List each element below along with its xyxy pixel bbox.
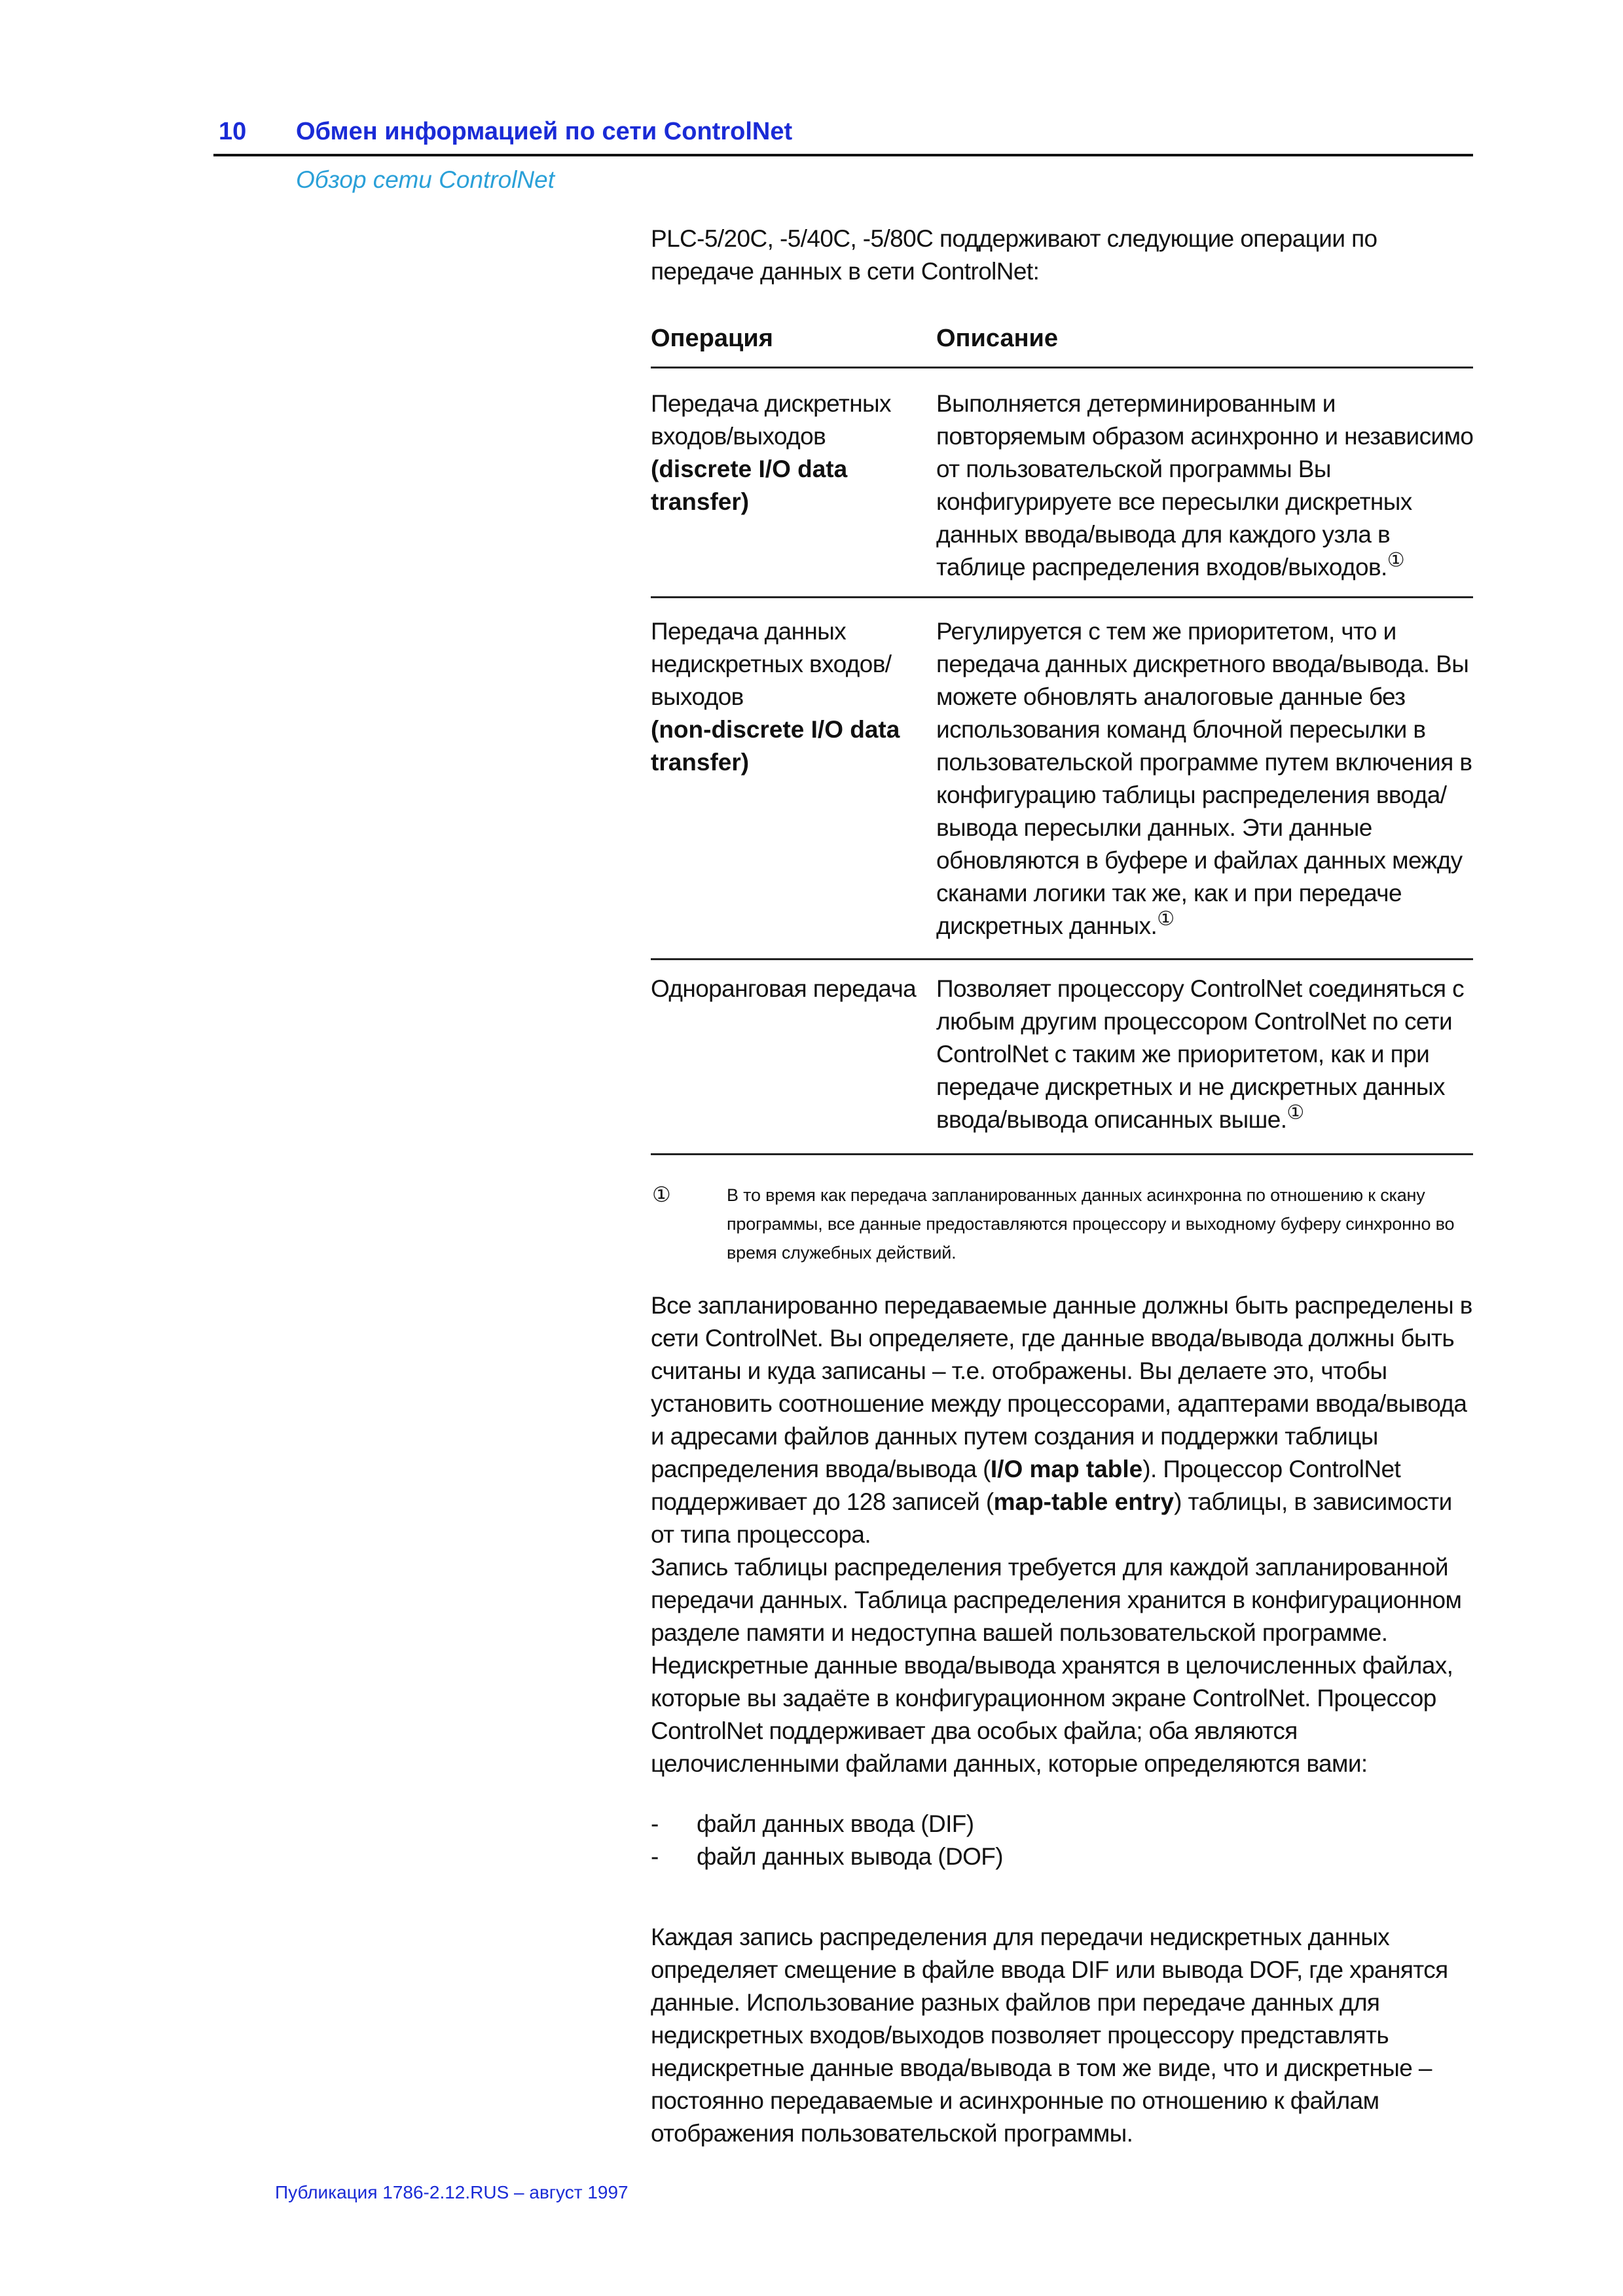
paragraph-mapping xyxy=(651,1289,1476,1551)
footnote-marker: ① xyxy=(1387,549,1404,571)
bullet-dash: - xyxy=(651,1810,659,1837)
footnote-marker: ① xyxy=(1286,1102,1304,1124)
paragraph-mapping-part3: ) таблицы, в зависимости от типа процессора. xyxy=(651,1488,1452,1548)
bullet-dash: - xyxy=(651,1843,659,1870)
row-3-description-text: Позволяет процессору ControlNet соединяться с любым другим процессором ControlNet по сети ControlNet с таким же приоритетом, как и при передаче дискретных и не дискретных данных ввода/вывода описанных выше. xyxy=(936,975,1465,1133)
table-header-description: Описание xyxy=(936,325,1059,352)
table-bottom-rule xyxy=(651,1153,1473,1155)
bullet-text: файл данных ввода (DIF) xyxy=(697,1810,974,1837)
footnote-text: В то время как передача запланированных данных асинхронна по отношению к скану программы, все данные предоставляются процессору и выходному буферу синхронно во время служебных действий. xyxy=(727,1185,1455,1263)
row-1-description xyxy=(936,387,1480,584)
table-row xyxy=(651,973,939,1005)
paragraph-nondiscrete-files: Недискретные данные ввода/вывода хранятся в целочисленных файлах, которые вы задаёте в конфигурационном экране ControlNet. Процессор ControlNet поддерживает два особых файла; оба являются целочисленными файлами данных, которые определяются вами: xyxy=(651,1652,1453,1777)
page-number: 10 xyxy=(219,118,247,145)
header-rule xyxy=(213,154,1473,156)
row-2-description xyxy=(936,615,1480,942)
row-2-description-text: Регулируется с тем же приоритетом, что и передача данных дискретного ввода/вывода. Вы можете обновлять аналоговые данные без использования команд блочной пересылки в пользовательской программе путем включения в конфигурацию таблицы распределения ввода/вывода пересылки данных. Эти данные обновляются в буфере и файлах данных между сканами логики так же, как и при передаче дискретных данных. xyxy=(936,618,1472,939)
table-row xyxy=(651,387,926,518)
paragraph-offsets: Каждая запись распределения для передачи недискретных данных определяет смещение в файле ввода DIF или вывода DOF, где хранятся данные. Использование разных файлов при передаче данных для недискретных входов/выходов позволяет процессору представлять недискретные данные ввода/вывода в том же виде, что и дискретные – постоянно передаваемые и асинхронные по отношению к файлам отображения пользовательской программы. xyxy=(651,1924,1448,2147)
row-divider xyxy=(651,596,1473,598)
intro-paragraph: PLC-5/20C, -5/40C, -5/80C поддерживают следующие операции по передаче данных в сети ControlNet: xyxy=(651,225,1377,285)
row-3-description xyxy=(936,973,1480,1136)
bullet-text: файл данных вывода (DOF) xyxy=(697,1843,1004,1870)
table-header-operation: Операция xyxy=(651,325,773,352)
list-item xyxy=(651,1808,1476,1840)
chapter-title: Обмен информацией по сети ControlNet xyxy=(296,118,793,145)
row-2-operation: Передача данных недискретных входов/выходов xyxy=(651,618,892,710)
row-1-description-text: Выполняется детерминированным и повторяемым образом асинхронно и независимо от пользовательской программы Вы конфигурируете все пересылки дискретных данных ввода/вывода для каждого узла в таблице распределения входов/выходов. xyxy=(936,390,1474,581)
table-row xyxy=(651,615,926,779)
row-1-operation: Передача дискретных входов/выходов xyxy=(651,390,891,450)
section-title: Обзор сети ControlNet xyxy=(296,166,555,193)
term-map-table-entry: map-table entry xyxy=(993,1488,1175,1515)
table-header-rule xyxy=(651,367,1473,368)
row-1-operation-term: (discrete I/O data transfer) xyxy=(651,456,848,515)
row-3-operation: Одноранговая передача xyxy=(651,975,917,1002)
row-2-operation-term: (non-discrete I/O data transfer) xyxy=(651,716,900,776)
paragraph-mapping-part2: ). Процессор ControlNet поддерживает до 128 записей ( xyxy=(651,1456,1401,1515)
paragraph-map-entry: Запись таблицы распределения требуется для каждой запланированной передачи данных. Таблица распределения хранится в конфигурационном разделе памяти и недоступна вашей пользовательской программе. xyxy=(651,1554,1462,1646)
term-io-map-table: I/O map table xyxy=(990,1456,1143,1482)
footnote-symbol: ① xyxy=(652,1183,671,1206)
paragraph-mapping-part1: Все запланированно передаваемые данные должны быть распределены в сети ControlNet. Вы определяете, где данные ввода/вывода должны быть считаны и куда записаны – т.е. отображены. Вы делаете это, чтобы установить соотношение между процессорами, адаптерами ввода/вывода и адресами файлов данных путем создания и поддержки таблицы распределения ввода/вывода ( xyxy=(651,1292,1472,1482)
list-item xyxy=(651,1840,1476,1873)
row-divider xyxy=(651,958,1473,960)
publication-footer: Публикация 1786-2.12.RUS – август 1997 xyxy=(275,2182,629,2202)
footnote-marker: ① xyxy=(1157,908,1175,930)
